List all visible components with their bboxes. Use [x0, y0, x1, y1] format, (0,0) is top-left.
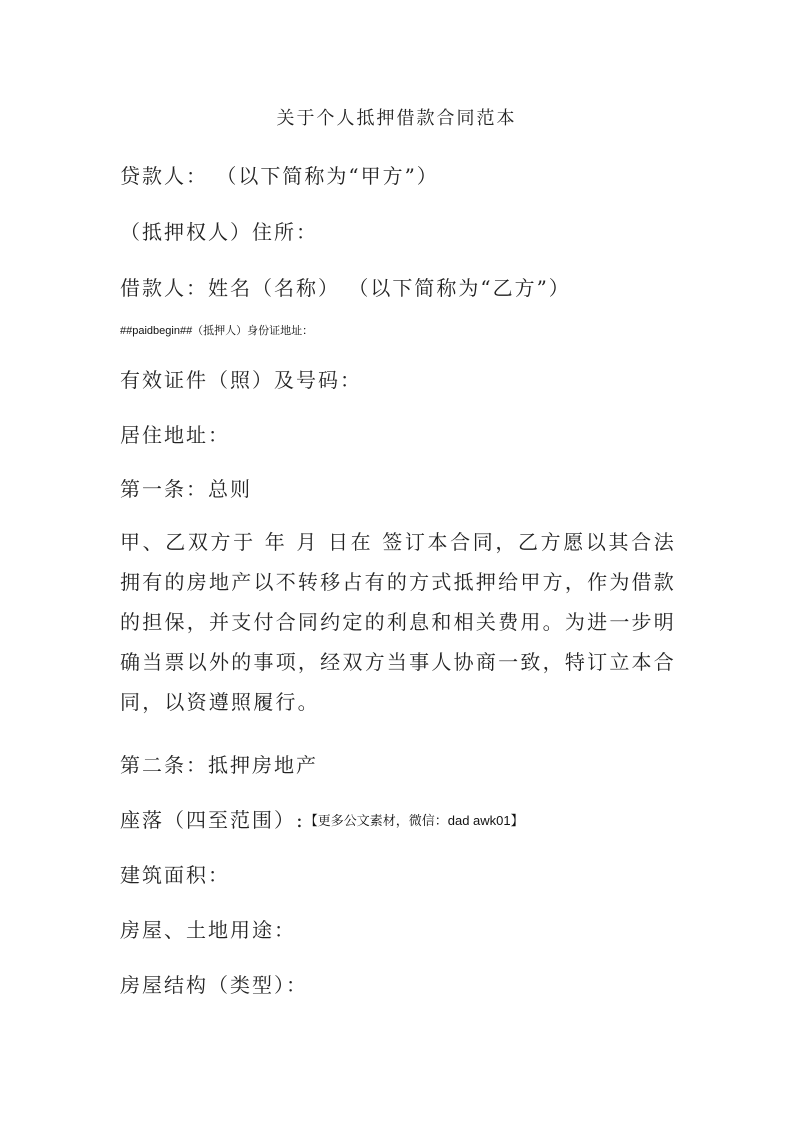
article2-heading: 第二条：抵押房地产 [120, 753, 318, 777]
article1-heading: 第一条：总则 [120, 477, 252, 501]
document-title: 关于个人抵押借款合同范本 [276, 108, 517, 129]
article1-body: 甲、乙双方于 年 月 日在 签订本合同，乙方愿以其合法拥有的房地产以不转移占有的方式抵押给甲方，作为借款的担保，并支付合同约定的利息和相关费用。为进一步明确当票以外的事项，经双方当事人协商一致，特订立本合同，以资遵照履行。 [120, 530, 676, 714]
location-label: 座落（四至范围）: [120, 808, 305, 832]
lender-line: 贷款人： （以下简称为“甲方”） [120, 164, 439, 188]
mortgagee-address-line: （抵押权人）住所： [120, 220, 318, 244]
borrower-line: 借款人：姓名（名称） （以下简称为“乙方”） [120, 276, 571, 300]
location-note: 【更多公文素材，微信：dad awk01】 [304, 813, 524, 828]
paid-marker-line: ##paidbegin##（抵押人）身份证地址： [120, 325, 314, 337]
id-document-line: 有效证件（照）及号码： [120, 368, 362, 392]
usage-line: 房屋、土地用途： [120, 918, 296, 942]
structure-line: 房屋结构（类型）： [120, 973, 308, 997]
location-line [120, 804, 524, 833]
residence-line: 居住地址： [120, 423, 230, 447]
building-area-line: 建筑面积： [120, 863, 230, 887]
